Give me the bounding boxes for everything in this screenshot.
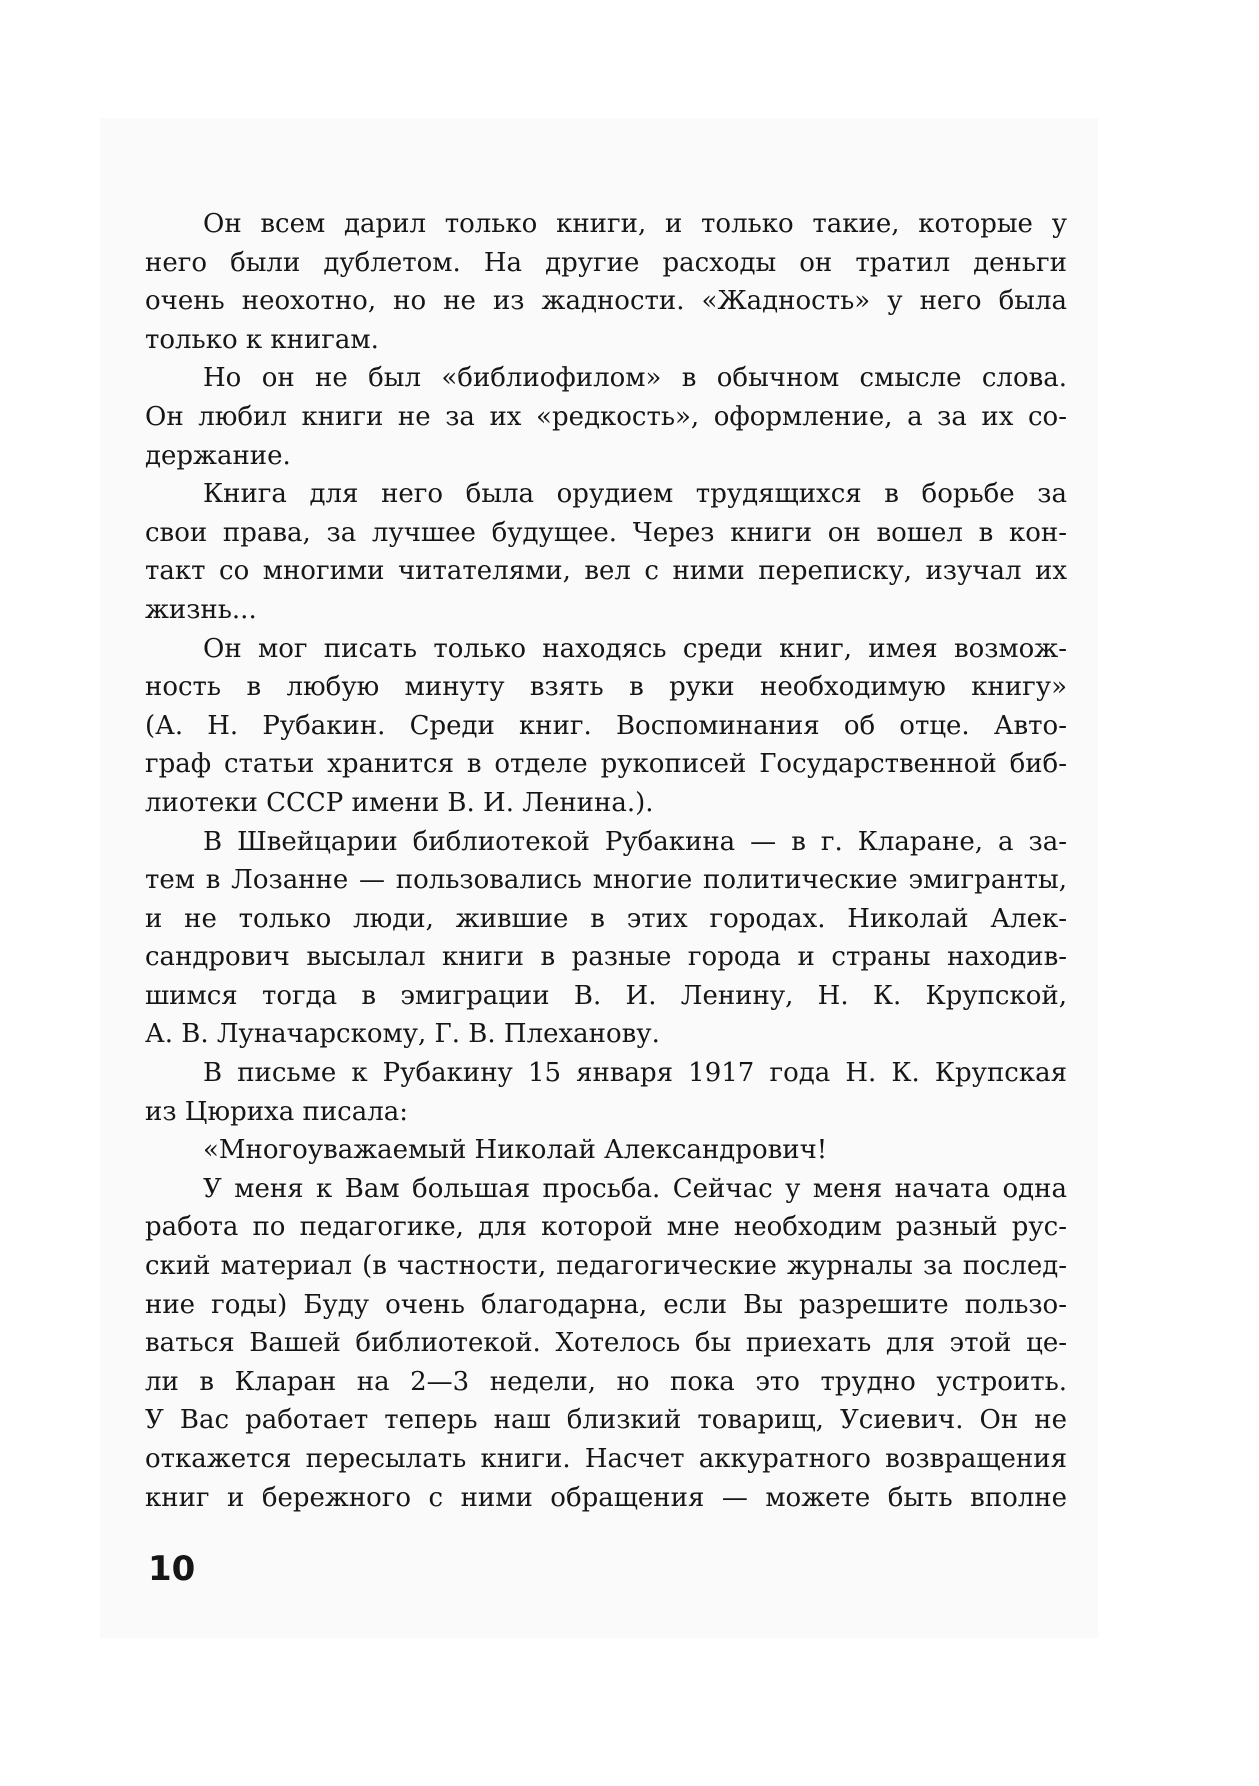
- page-number: 10: [148, 1549, 196, 1589]
- text-line: У меня к Вам большая просьба. Сейчас у меня начата одна: [203, 1173, 1067, 1204]
- text-line: Он всем дарил только книги, и только такие, которые у: [203, 209, 1067, 239]
- text-line: шимся тогда в эмиграции В. И. Ленину, Н. К. Крупской,: [145, 980, 1067, 1011]
- text-line: книг и бережного с ними обращения — можете быть вполне: [145, 1482, 1067, 1513]
- text-line: него были дублетом. На другие расходы он тратил деньги: [145, 247, 1067, 278]
- text-line: ли в Кларан на 2—3 недели, но пока это трудно устроить.: [145, 1366, 1067, 1397]
- text-line: ваться Вашей библиотекой. Хотелось бы приехать для этой це-: [145, 1328, 1067, 1359]
- text-line: тем в Лозанне — пользовались многие политические эмигранты,: [145, 865, 1067, 896]
- text-line: только к книгам.: [145, 324, 379, 355]
- text-line: А. В. Луначарскому, Г. В. Плеханову.: [145, 1019, 660, 1050]
- text-line: держание.: [145, 440, 291, 471]
- text-line: В письме к Рубакину 15 января 1917 года Н. К. Крупская: [203, 1058, 1067, 1089]
- text-line: такт со многими читателями, вел с ними переписку, изучал их: [145, 556, 1067, 587]
- text-line: У Вас работает теперь наш близкий товарищ, Усиевич. Он не: [145, 1405, 1067, 1436]
- text-line: ский материал (в частности, педагогические журналы за послед-: [145, 1251, 1067, 1282]
- body-text: [145, 205, 1067, 1517]
- text-line: Он любил книги не за их «редкость», оформление, а за их со-: [145, 401, 1067, 432]
- text-line: (А. Н. Рубакин. Среди книг. Воспоминания об отце. Авто-: [145, 710, 1067, 741]
- text-line: работа по педагогике, для которой мне необходим разный рус-: [145, 1212, 1067, 1243]
- text-line: и не только люди, жившие в этих городах. Николай Алек-: [145, 903, 1067, 934]
- text-line: Он мог писать только находясь среди книг, имея возмож-: [203, 633, 1067, 664]
- text-line: лиотеки СССР имени В. И. Ленина.).: [145, 787, 654, 818]
- text-line: Книга для него была орудием трудящихся в борьбе за: [203, 479, 1067, 510]
- text-line: сандрович высылал книги в разные города и страны находив-: [145, 942, 1067, 973]
- text-line: «Многоуважаемый Николай Александрович!: [203, 1135, 828, 1166]
- text-line: откажется пересылать книги. Насчет аккуратного возвращения: [145, 1444, 1067, 1474]
- text-line: ность в любую минуту взять в руки необходимую книгу»: [145, 672, 1067, 703]
- text-line: жизнь...: [145, 594, 257, 625]
- text-line: граф статьи хранится в отделе рукописей Государственной биб-: [145, 749, 1067, 780]
- text-line: ние годы) Буду очень благодарна, если Вы разрешите пользо-: [145, 1289, 1067, 1320]
- text-line: Но он не был «библиофилом» в обычном смысле слова.: [203, 363, 1067, 394]
- text-line: свои права, за лучшее будущее. Через книги он вошел в кон-: [145, 517, 1067, 548]
- text-line: очень неохотно, но не из жадности. «Жадность» у него была: [145, 286, 1067, 317]
- text-line: В Швейцарии библиотекой Рубакина — в г. Кларане, а за-: [203, 826, 1067, 857]
- text-line: из Цюриха писала:: [145, 1096, 408, 1127]
